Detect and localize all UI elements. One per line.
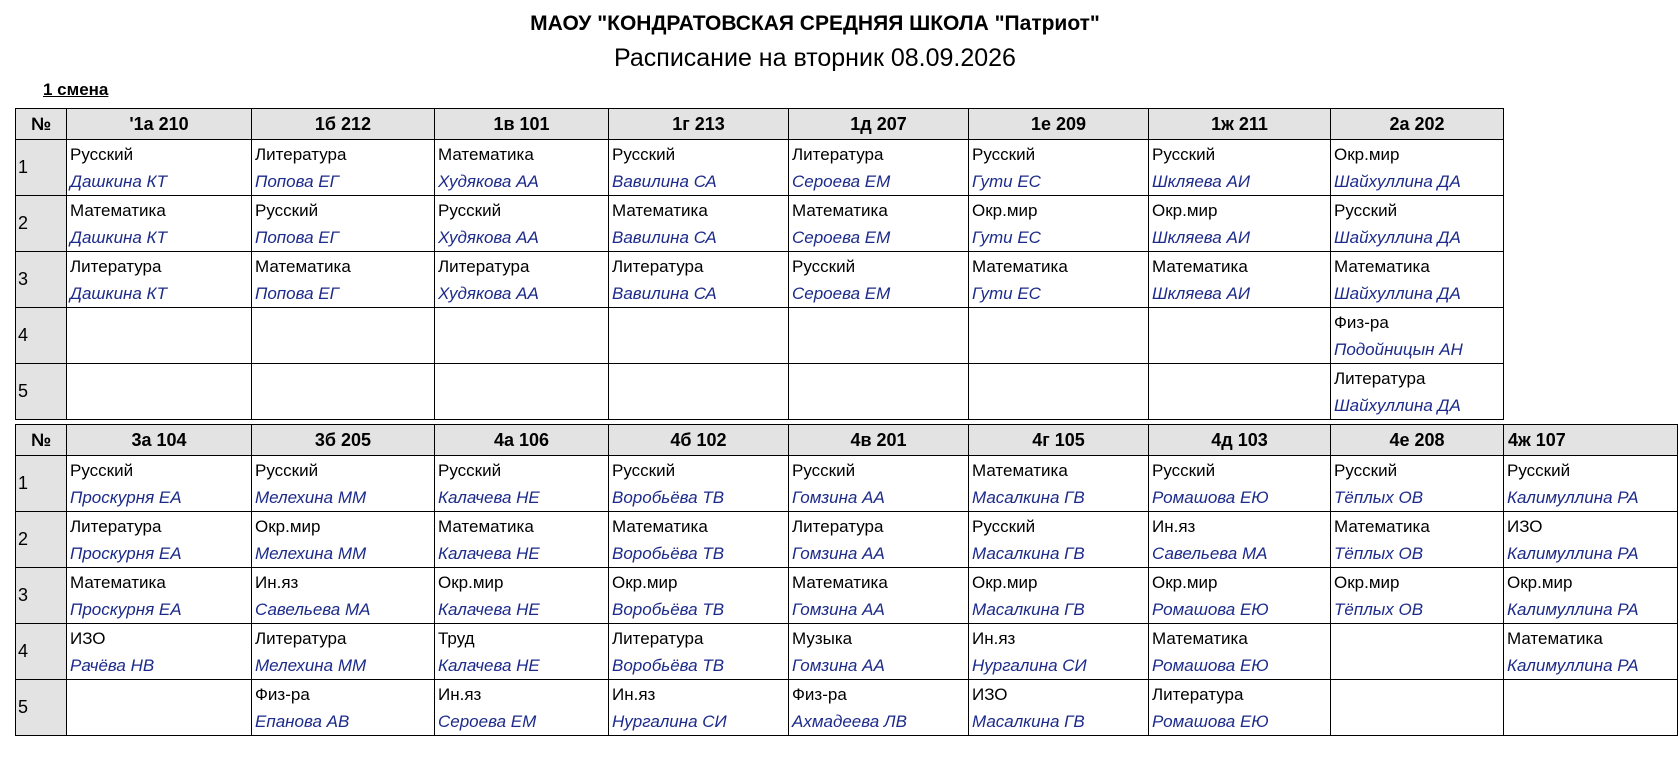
column-header-class: 3б 205 [252,425,435,456]
column-header-class: 2а 202 [1331,109,1504,140]
table-row [16,624,1678,680]
subject-name: Математика [1334,257,1430,276]
subject-name: Математика [438,517,534,536]
teacher-name: Калачева НЕ [438,656,540,675]
subject-name: Ин.яз [1152,517,1196,536]
teacher-name: Ахмадеева ЛВ [792,712,907,731]
teacher-name: Шайхуллина ДА [1334,284,1461,303]
subject-name: Русский [70,461,134,480]
teacher-name: Масалкина ГВ [972,600,1085,619]
schedule-cell [1331,456,1504,512]
schedule-cell [969,456,1149,512]
schedule-cell [1149,252,1331,308]
schedule-cell [609,252,789,308]
schedule-cell [1149,568,1331,624]
column-header-class: 4ж 107 [1504,425,1678,456]
schedule-cell [252,252,435,308]
teacher-name: Мелехина ММ [255,488,367,507]
empty-cell [1504,364,1678,420]
teacher-name: Савельева МА [255,600,371,619]
schedule-cell [789,196,969,252]
schedule-cell [789,308,969,364]
column-header-class: 1д 207 [789,109,969,140]
schedule-cell [1504,680,1678,736]
schedule-cell [67,680,252,736]
empty-cell [1504,196,1678,252]
teacher-name: Воробьёва ТВ [612,656,725,675]
column-header-class: '1а 210 [67,109,252,140]
subject-name: Литература [612,257,704,276]
subject-name: Математика [792,201,888,220]
schedule-cell [67,568,252,624]
teacher-name: Гомзина АА [792,600,885,619]
subject-name: Окр.мир [255,517,321,536]
schedule-cell [1331,308,1504,364]
teacher-name: Гомзина АА [792,656,885,675]
teacher-name: Масалкина ГВ [972,488,1085,507]
teacher-name: Шкляева АИ [1152,284,1250,303]
subject-name: Литература [612,629,704,648]
column-header-class: 4д 103 [1149,425,1331,456]
teacher-name: Ромашова ЕЮ [1152,600,1269,619]
schedule-cell [67,624,252,680]
teacher-name: Калачева НЕ [438,544,540,563]
teacher-name: Подойницын АН [1334,340,1463,359]
teacher-name: Гути ЕС [972,228,1041,247]
schedule-cell [435,456,609,512]
column-header-class: 4е 208 [1331,425,1504,456]
teacher-name: Попова ЕГ [255,228,339,247]
subject-name: Русский [612,461,676,480]
schedule-cell [1149,196,1331,252]
table-row [16,140,1678,196]
schedule-cell [1504,456,1678,512]
schedule-cell [1331,680,1504,736]
teacher-name: Калачева НЕ [438,488,540,507]
subject-name: Ин.яз [255,573,299,592]
schedule-cell [252,568,435,624]
subject-name: Математика [70,201,166,220]
schedule-cell [435,364,609,420]
schedule-cell [789,568,969,624]
column-header-class: 4в 201 [789,425,969,456]
schedule-cell [67,456,252,512]
schedule-cell [609,364,789,420]
teacher-name: Худякова АА [438,228,539,247]
teacher-name: Калимуллина РА [1507,656,1639,675]
subject-name: Русский [70,145,134,164]
column-header-class: 4б 102 [609,425,789,456]
subject-name: Русский [1334,201,1398,220]
subject-name: Математика [972,257,1068,276]
empty-header-cell [1504,109,1678,140]
subject-name: Русский [972,145,1036,164]
schedule-cell [1149,308,1331,364]
subject-name: Математика [612,517,708,536]
teacher-name: Ромашова ЕЮ [1152,656,1269,675]
schedule-cell [789,624,969,680]
subject-name: Литература [792,145,884,164]
schedule-cell [969,140,1149,196]
schedule-cell [609,196,789,252]
table-header-row [16,109,1678,140]
subject-name: Ин.яз [438,685,482,704]
schedule-cell [969,680,1149,736]
subject-name: Литература [255,629,347,648]
schedule-cell [969,196,1149,252]
shift-label: 1 смена [43,80,109,99]
schedule-cell [1149,680,1331,736]
column-header-number: № [16,109,67,140]
teacher-name: Дашкина КТ [70,172,167,191]
subject-name: Окр.мир [972,201,1038,220]
teacher-name: Рачёва НВ [70,656,155,675]
subject-name: Литература [438,257,530,276]
teacher-name: Шайхуллина ДА [1334,172,1461,191]
teacher-name: Шкляева АИ [1152,228,1250,247]
schedule-cell [1149,364,1331,420]
teacher-name: Гомзина АА [792,488,885,507]
subject-name: Литература [70,517,162,536]
schedule-cell [252,140,435,196]
subject-name: Музыка [792,629,853,648]
table-header-row [16,425,1678,456]
teacher-name: Худякова АА [438,284,539,303]
lesson-number: 4 [16,624,67,680]
table-row [16,568,1678,624]
teacher-name: Сероева ЕМ [792,284,891,303]
schedule-cell [1504,512,1678,568]
schedule-cell [609,456,789,512]
schedule-cell [1331,196,1504,252]
subject-name: Окр.мир [1152,201,1218,220]
teacher-name: Калимуллина РА [1507,544,1639,563]
teacher-name: Воробьёва ТВ [612,544,725,563]
teacher-name: Дашкина КТ [70,284,167,303]
subject-name: Ин.яз [612,685,656,704]
teacher-name: Масалкина ГВ [972,544,1085,563]
column-header-number: № [16,425,67,456]
teacher-name: Проскурня ЕА [70,544,182,563]
schedule-cell [789,680,969,736]
teacher-name: Воробьёва ТВ [612,600,725,619]
schedule-cell [789,140,969,196]
subject-name: Литература [1334,369,1426,388]
subject-name: ИЗО [70,629,106,648]
teacher-name: Нургалина СИ [972,656,1087,675]
subject-name: Литература [70,257,162,276]
column-header-class: 1е 209 [969,109,1149,140]
teacher-name: Сероева ЕМ [792,172,891,191]
schedule-cell [609,624,789,680]
subject-name: Физ-ра [1334,313,1389,332]
schedule-cell [1331,364,1504,420]
schedule-cell [435,568,609,624]
schedule-cell [1504,624,1678,680]
lesson-number: 2 [16,196,67,252]
subject-name: Физ-ра [792,685,847,704]
subject-name: Окр.мир [1334,145,1400,164]
teacher-name: Ромашова ЕЮ [1152,712,1269,731]
schedule-cell [789,456,969,512]
schedule-cell [435,308,609,364]
subject-name: Математика [1152,629,1248,648]
teacher-name: Тёплых ОВ [1334,600,1424,619]
teacher-name: Попова ЕГ [255,172,339,191]
column-header-class: 1ж 211 [1149,109,1331,140]
subject-name: Ин.яз [972,629,1016,648]
table-row [16,308,1678,364]
teacher-name: Гути ЕС [972,284,1041,303]
schedule-cell [789,364,969,420]
schedule-cell [252,308,435,364]
column-header-class: 4а 106 [435,425,609,456]
schedule-cell [1331,568,1504,624]
table-row [16,196,1678,252]
teacher-name: Калимуллина РА [1507,488,1639,507]
subject-name: Математика [70,573,166,592]
table-row [16,512,1678,568]
empty-cell [1504,308,1678,364]
lesson-number: 3 [16,568,67,624]
teacher-name: Проскурня ЕА [70,600,182,619]
schedule-cell [609,512,789,568]
subject-name: Русский [255,201,319,220]
schedule-cell [1331,140,1504,196]
teacher-name: Шайхуллина ДА [1334,228,1461,247]
subject-name: Окр.мир [438,573,504,592]
subject-name: Русский [1507,461,1571,480]
lesson-number: 1 [16,140,67,196]
schedule-cell [67,308,252,364]
table-row [16,680,1678,736]
subject-name: Окр.мир [612,573,678,592]
lesson-number: 3 [16,252,67,308]
teacher-name: Нургалина СИ [612,712,727,731]
subject-name: Литература [1152,685,1244,704]
schedule-cell [252,624,435,680]
page-title: МАОУ "КОНДРАТОВСКАЯ СРЕДНЯЯ ШКОЛА "Патриот" [530,12,1100,35]
teacher-name: Сероева ЕМ [438,712,537,731]
table-row [16,252,1678,308]
empty-cell [1504,252,1678,308]
teacher-name: Вавилина СА [612,172,717,191]
schedule-cell [1331,512,1504,568]
subject-name: Русский [792,461,856,480]
schedule-cell [67,512,252,568]
teacher-name: Шкляева АИ [1152,172,1250,191]
schedule-cell [969,568,1149,624]
subject-name: Математика [792,573,888,592]
column-header-class: 1б 212 [252,109,435,140]
lesson-number: 5 [16,680,67,736]
schedule-cell [435,680,609,736]
schedule-cell [969,624,1149,680]
subject-name: Русский [438,461,502,480]
teacher-name: Савельева МА [1152,544,1268,563]
schedule-cell [609,568,789,624]
subject-name: Математика [255,257,351,276]
subject-name: Окр.мир [1334,573,1400,592]
subject-name: Русский [1152,145,1216,164]
subject-name: Физ-ра [255,685,310,704]
teacher-name: Калачева НЕ [438,600,540,619]
schedule-cell [252,456,435,512]
teacher-name: Мелехина ММ [255,656,367,675]
teacher-name: Тёплых ОВ [1334,488,1424,507]
schedule-cell [969,308,1149,364]
subject-name: Русский [792,257,856,276]
schedule-cell [1149,624,1331,680]
subject-name: Русский [255,461,319,480]
subject-name: Русский [612,145,676,164]
schedule-cell [435,624,609,680]
teacher-name: Вавилина СА [612,228,717,247]
column-header-class: 1г 213 [609,109,789,140]
subject-name: Математика [972,461,1068,480]
lesson-number: 1 [16,456,67,512]
subject-name: Окр.мир [1507,573,1573,592]
schedule-table-top [15,108,1678,420]
schedule-cell [435,196,609,252]
lesson-number: 5 [16,364,67,420]
schedule-cell [609,308,789,364]
subject-name: ИЗО [972,685,1008,704]
subject-name: Окр.мир [1152,573,1218,592]
teacher-name: Дашкина КТ [70,228,167,247]
schedule-table-bottom [15,424,1678,736]
teacher-name: Гути ЕС [972,172,1041,191]
table-row [16,364,1678,420]
subject-name: ИЗО [1507,517,1543,536]
subject-name: Русский [1152,461,1216,480]
empty-cell [1504,140,1678,196]
subject-name: Литература [255,145,347,164]
subject-name: Математика [612,201,708,220]
schedule-cell [435,512,609,568]
schedule-cell [789,512,969,568]
schedule-cell [969,512,1149,568]
teacher-name: Тёплых ОВ [1334,544,1424,563]
schedule-cell [1149,512,1331,568]
schedule-cell [435,252,609,308]
subject-name: Математика [1334,517,1430,536]
schedule-cell [252,680,435,736]
schedule-cell [1149,140,1331,196]
teacher-name: Сероева ЕМ [792,228,891,247]
teacher-name: Попова ЕГ [255,284,339,303]
schedule-cell [1331,252,1504,308]
subject-name: Труд [438,629,475,648]
subject-name: Окр.мир [972,573,1038,592]
schedule-cell [1504,568,1678,624]
schedule-cell [67,252,252,308]
teacher-name: Гомзина АА [792,544,885,563]
subject-name: Русский [972,517,1036,536]
schedule-cell [1149,456,1331,512]
schedule-cell [969,364,1149,420]
teacher-name: Ромашова ЕЮ [1152,488,1269,507]
schedule-cell [67,364,252,420]
schedule-cell [67,140,252,196]
schedule-cell [252,512,435,568]
schedule-cell [435,140,609,196]
lesson-number: 4 [16,308,67,364]
teacher-name: Проскурня ЕА [70,488,182,507]
table-row [16,456,1678,512]
schedule-cell [789,252,969,308]
schedule-cell [969,252,1149,308]
teacher-name: Масалкина ГВ [972,712,1085,731]
teacher-name: Епанова АВ [255,712,350,731]
teacher-name: Вавилина СА [612,284,717,303]
schedule-cell [1331,624,1504,680]
column-header-class: 1в 101 [435,109,609,140]
schedule-cell [609,140,789,196]
subject-name: Математика [438,145,534,164]
subject-name: Литература [792,517,884,536]
teacher-name: Худякова АА [438,172,539,191]
teacher-name: Шайхуллина ДА [1334,396,1461,415]
schedule-cell [252,364,435,420]
schedule-cell [609,680,789,736]
teacher-name: Воробьёва ТВ [612,488,725,507]
schedule-cell [252,196,435,252]
lesson-number: 2 [16,512,67,568]
column-header-class: 3а 104 [67,425,252,456]
column-header-class: 4г 105 [969,425,1149,456]
subject-name: Русский [438,201,502,220]
teacher-name: Мелехина ММ [255,544,367,563]
teacher-name: Калимуллина РА [1507,600,1639,619]
page-subtitle: Расписание на вторник 08.09.2026 [614,44,1016,72]
subject-name: Математика [1507,629,1603,648]
subject-name: Русский [1334,461,1398,480]
schedule-cell [67,196,252,252]
subject-name: Математика [1152,257,1248,276]
